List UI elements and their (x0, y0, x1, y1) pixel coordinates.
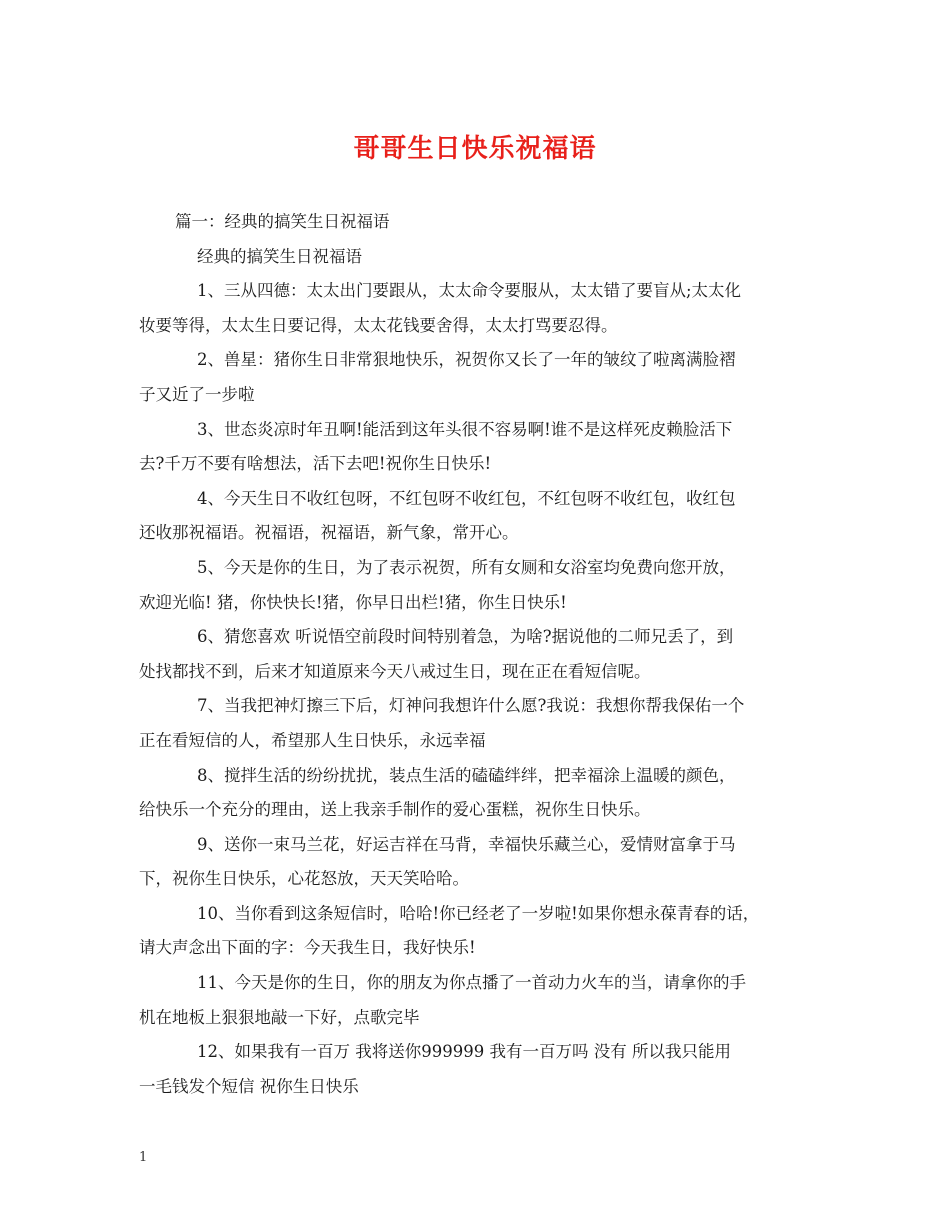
paragraph-line: 还收那祝福语。祝福语，祝福语，新气象，常开心。 (139, 523, 519, 543)
paragraph (139, 551, 819, 620)
paragraph-line: 处找都找不到，后来才知道原来今天八戒过生日，现在正在看短信呢。 (139, 661, 651, 681)
paragraph (139, 343, 819, 412)
paragraph-line: 1、三从四德：太太出门要跟从，太太命令要服从，太太错了要盲从;太太化 (197, 281, 742, 301)
paragraph (139, 759, 819, 828)
paragraph (139, 274, 819, 343)
paragraph (139, 620, 819, 689)
paragraph-line: 机在地板上狠狠地敲一下好，点歌完毕 (139, 1007, 420, 1027)
paragraph (139, 413, 819, 482)
paragraph-line: 2、兽星：猪你生日非常狠地快乐，祝贺你又长了一年的皱纹了啦离满脸褶 (197, 350, 736, 370)
paragraph-line: 请大声念出下面的字：今天我生日，我好快乐! (139, 938, 476, 958)
page-number: 1 (139, 1150, 148, 1165)
paragraph (139, 828, 819, 897)
section-heading: 篇一：经典的搞笑生日祝福语 (175, 212, 390, 231)
paragraph-line: 7、当我把神灯擦三下后，灯神问我想许什么愿?我说：我想你帮我保佑一个 (197, 696, 745, 716)
paragraph-line: 4、今天生日不收红包呀，不红包呀不收红包，不红包呀不收红包，收红包 (197, 488, 736, 508)
subheading: 经典的搞笑生日祝福语 (197, 246, 362, 266)
paragraph-line: 给快乐一个充分的理由，送上我亲手制作的爱心蛋糕，祝你生日快乐。 (139, 800, 651, 820)
document-body (139, 205, 819, 1104)
paragraph-line: 11、今天是你的生日，你的朋友为你点播了一首动力火车的当，请拿你的手 (197, 973, 746, 993)
paragraph-line: 妆要等得，太太生日要记得，太太花钱要舍得，太太打骂要忍得。 (139, 315, 618, 335)
paragraph-line: 一毛钱发个短信 祝你生日快乐 (139, 1076, 359, 1096)
paragraph-line: 正在看短信的人，希望那人生日快乐，永远幸福 (139, 730, 486, 750)
paragraph (139, 966, 819, 1035)
paragraph (139, 689, 819, 758)
paragraph (139, 1035, 819, 1104)
paragraph-line: 10、当你看到这条短信时，哈哈!你已经老了一岁啦!如果你想永葆青春的话， (197, 903, 760, 923)
paragraph-line: 去?千万不要有啥想法，活下去吧!祝你生日快乐! (139, 454, 492, 474)
paragraph-line: 3、世态炎凉时年丑啊!能活到这年头很不容易啊!谁不是这样死皮赖脸活下 (197, 419, 733, 439)
paragraph-line: 下，祝你生日快乐，心花怒放，天天笑哈哈。 (139, 869, 469, 889)
paragraph (139, 897, 819, 966)
paragraph (139, 482, 819, 551)
paragraph-line: 5、今天是你的生日，为了表示祝贺，所有女厕和女浴室均免费向您开放， (197, 557, 736, 577)
paragraph-line: 8、搅拌生活的纷纷扰扰，装点生活的磕磕绊绊，把幸福涂上温暖的颜色， (197, 765, 736, 785)
paragraph-line: 欢迎光临! 猪，你快快长!猪，你早日出栏!猪，你生日快乐! (139, 592, 567, 612)
paragraph-line: 6、猜您喜欢 听说悟空前段时间特别着急，为啥?据说他的二师兄丢了，到 (197, 627, 734, 647)
paragraph-line: 子又近了一步啦 (139, 384, 255, 404)
document-title: 哥哥生日快乐祝福语 (353, 134, 597, 164)
paragraph-line: 9、送你一束马兰花，好运吉祥在马背，幸福快乐藏兰心，爱情财富拿于马 (197, 834, 736, 854)
paragraph-line: 12、如果我有一百万 我将送你999999 我有一百万吗 没有 所以我只能用 (197, 1042, 731, 1062)
